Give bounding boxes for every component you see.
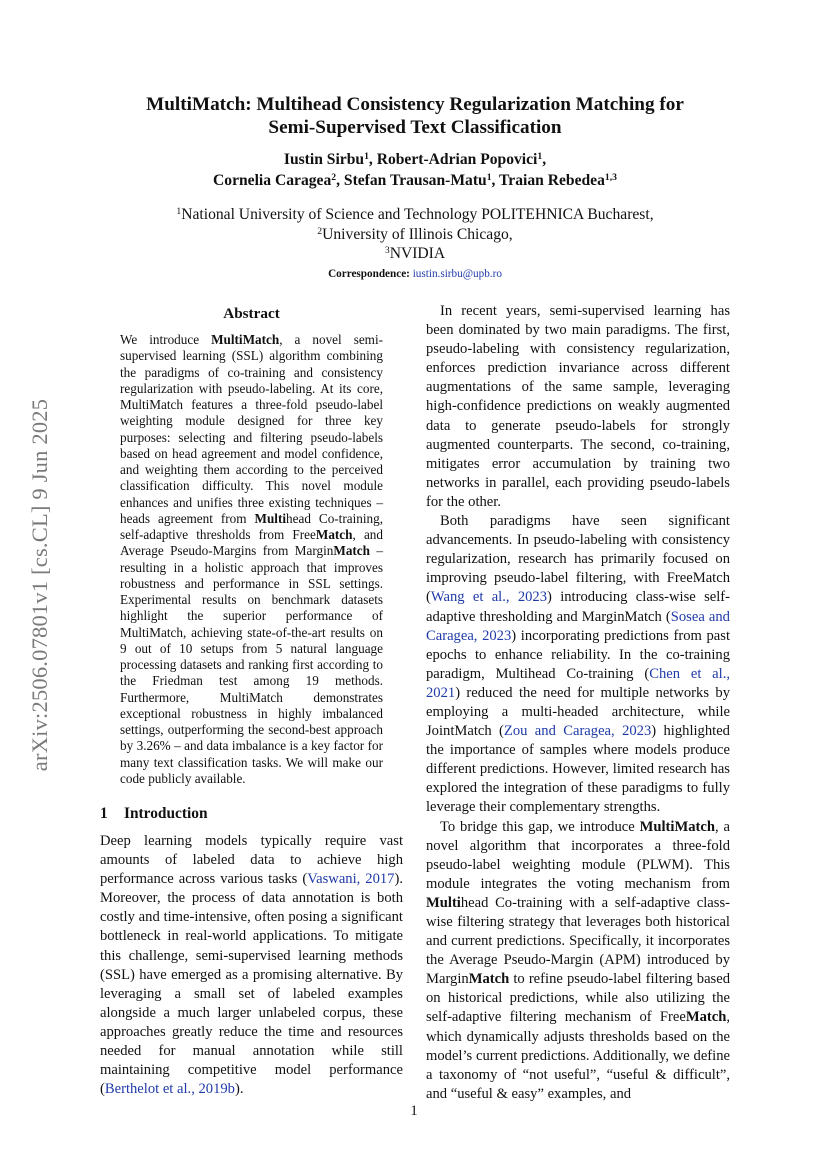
author-affil: 1 <box>486 171 492 183</box>
section-heading-introduction <box>100 805 208 823</box>
body-bold: MultiMatch <box>639 818 715 835</box>
body-bold: Match <box>685 1009 727 1026</box>
body-text: to refine pseudo-label filtering based on historical predictions, while also utilizing the self-adaptive filtering mechanism of Free <box>426 971 730 1026</box>
body-bold: Multi <box>426 894 461 911</box>
affiliation-text: NVIDIA <box>389 245 446 262</box>
intro-paragraph <box>426 818 730 1104</box>
citation-link[interactable]: Sosea and Caragea, 2023 <box>426 608 730 644</box>
body-text: ) incorporating predictions from past epochs to enhance reliability. In the co-training paradigm, Multihead Co-training ( <box>426 627 731 682</box>
citation-link[interactable]: Chen et al., 2021 <box>426 665 730 701</box>
affiliation-text: University of Illinois Chicago, <box>322 225 513 243</box>
title-line-2: Semi-Supervised Text Classification <box>268 117 562 138</box>
abstract-text: – resulting in a holistic approach that improves robustness and performance in SSL settings. Experimental results on benchmark datasets highlight the superior performance of MultiMatch, achieving state-of-the-art results on 9 out of 10 setups from 5 natural language processing datasets and ranking first according to the Friedman test among 19 methods. Furthermore, MultiMatch demonstrates exceptional robustness in highly imbalanced settings, outperforming the second-best approach by 3.26% – and data imbalance is a key factor for many text classification tasks. We will make our code publicly available. <box>120 543 384 786</box>
correspondence-label: Correspondence: <box>328 268 410 280</box>
abstract-body <box>120 332 383 787</box>
affiliation-mark: 2 <box>317 225 323 237</box>
correspondence <box>100 268 730 280</box>
author-list <box>100 149 730 191</box>
body-text: Both paradigms have seen significant advancements. In pseudo-labeling with consistency regularization, research has primarily focused on improving pseudo-label filtering, with FreeMatch ( <box>426 513 730 606</box>
citation-link[interactable]: Vaswani, 2017 <box>307 871 395 888</box>
affiliation-1 <box>100 205 730 225</box>
abstract-bold: Match <box>333 543 370 559</box>
abstract-bold: MultiMatch <box>211 332 280 347</box>
section-number: 1 <box>100 805 108 822</box>
author-affil: 1,3 <box>604 171 617 183</box>
page-number: 1 <box>410 1103 418 1119</box>
abstract-text: head Co-training, self-adaptive thresholds from Free <box>120 510 383 542</box>
abstract-bold: Multi <box>254 510 287 526</box>
body-text: ). Moreover, the process of data annotation is both costly and time-intensive, often posing a significant bottleneck in real-world applications. To mitigate this challenge, semi-supervised learning methods (SSL) have emerged as a promising alternative. By leveraging a small set of labeled examples alongside a much larger unlabeled corpus, these approaches greatly reduce the time and resources needed for manual annotation while still maintaining competitive model performance ( <box>100 871 403 1098</box>
arxiv-id-text: arXiv:2506.07801v1 [cs.CL] 9 Jun 2025 <box>27 398 52 772</box>
intro-right-column <box>426 302 730 1104</box>
author-name: Cornelia Caragea <box>213 172 332 189</box>
body-text: ) reduced the need for multiple networks by employing a multi-headed architecture, while JointMatch ( <box>426 684 730 740</box>
abstract-paragraph <box>120 332 383 787</box>
body-text: , a novel algorithm that incorporates a three-fold pseudo-label weighting module (PLWM). This module integrates the voting mechanism from <box>426 818 730 892</box>
correspondence-email-link[interactable]: iustin.sirbu@upb.ro <box>412 268 502 280</box>
affiliation-2 <box>100 225 730 245</box>
intro-paragraph: In recent years, semi-supervised learning has been dominated by two main paradigms. The first, pseudo-labeling with consistency regularization, enforces prediction invariance across different augmentations of the same sample, leveraging high-confidence predictions on weakly augmented data to generate pseudo-labels for strongly augmented counterparts. The second, co-training, mitigates error accumulation by training two networks in parallel, each providing pseudo-labels for the other. <box>426 303 730 510</box>
abstract-heading: Abstract <box>223 305 280 322</box>
author-line-2: Cornelia Caragea$^2$, Stefan Trausan-Matu$^1$, Traian Rebedea$^{1,3}$ <box>213 171 617 189</box>
affiliation-mark: 3 <box>384 244 390 256</box>
abstract-text: , and Average Pseudo-Margins from Margin <box>120 527 383 559</box>
affiliations <box>100 205 730 264</box>
abstract-text: , a novel semi-supervised learning (SSL) algorithm combining the paradigms of co-training and consistency regularization with pseudo-labeling. At its core, MultiMatch features a three-fold pseudo-label weighting module designed for three key purposes: selecting and filtering pseudo-labels based on head agreement and model confidence, and weighting them according to the perceived classification difficulty. This novel module enhances and unifies three existing techniques – heads agreement from <box>120 332 383 526</box>
author-affil: 1 <box>537 150 543 162</box>
paper-title <box>100 93 730 139</box>
title-line-1: MultiMatch: Multihead Consistency Regularization Matching for <box>146 94 684 115</box>
body-text: Deep learning models typically require vast amounts of labeled data to achieve high performance across various tasks ( <box>100 833 403 888</box>
body-text: To bridge this gap, we introduce <box>440 818 640 835</box>
body-text: ) introducing class-wise self-adaptive thresholding and MarginMatch ( <box>426 589 731 625</box>
section-title: Introduction <box>124 805 208 822</box>
citation-link[interactable]: Wang et al., 2023 <box>430 589 548 606</box>
body-text: ) highlighted the importance of samples where models produce different predictions. However, limited research has explored the integration of these paradigms to fully leverage their complementary strengths. <box>426 723 730 816</box>
body-text: ). <box>234 1081 244 1098</box>
author-line-1: Iustin Sirbu$^1$, Robert-Adrian Popovici$^1$, <box>283 150 547 168</box>
author-affil: 2 <box>331 171 337 183</box>
body-text: , which dynamically adjusts thresholds based on the model’s current predictions. Additionally, we define a taxonomy of “not useful”, “useful & difficult”, and “useful & easy” examples, and <box>426 1009 730 1102</box>
intro-left-column <box>100 832 403 1099</box>
citation-link[interactable]: Zou and Caragea, 2023 <box>503 723 652 740</box>
intro-paragraph <box>426 512 730 818</box>
affiliation-text: National University of Science and Technology POLITEHNICA Bucharest, <box>181 206 654 223</box>
citation-link[interactable]: Berthelot et al., 2019b <box>104 1081 235 1098</box>
author-name: Traian Rebedea <box>499 172 605 189</box>
affiliation-mark: 1 <box>176 205 182 217</box>
body-bold: Match <box>468 971 510 988</box>
arxiv-identifier <box>28 350 52 820</box>
abstract-bold: Match <box>315 527 353 542</box>
affiliation-3 <box>100 244 730 264</box>
body-text: head Co-training with a self-adaptive class-wise filtering strategy that leverages both historical and current predictions. Specifically, it incorporates the Average Pseudo-Margin (APM) introduced by Margin <box>426 894 730 988</box>
intro-paragraph <box>100 832 403 1099</box>
author-name: Stefan Trausan-Matu <box>343 172 487 189</box>
author-affil: 1 <box>364 150 369 162</box>
author-name: Robert-Adrian Popovici <box>376 151 538 168</box>
author-name: Iustin Sirbu <box>283 151 365 168</box>
abstract-text: We introduce <box>120 332 212 347</box>
